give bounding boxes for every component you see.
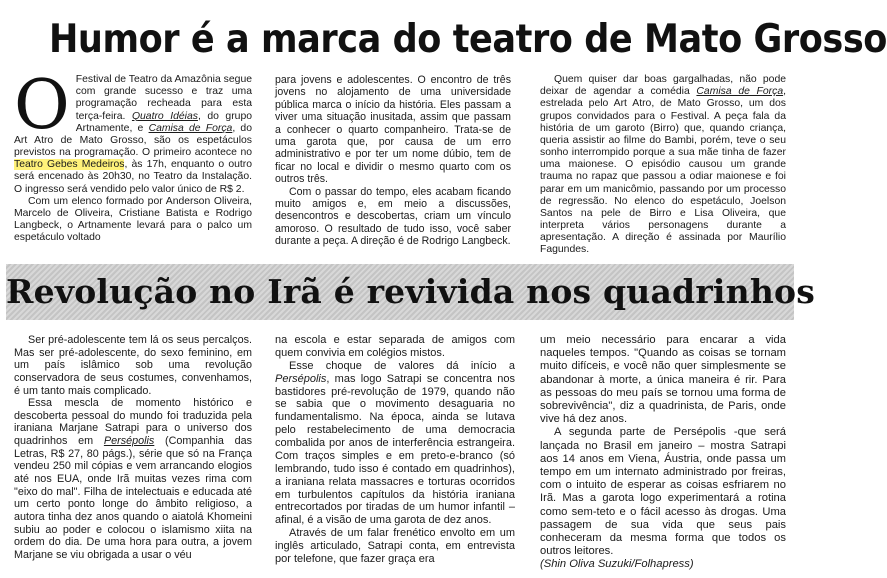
article1-column-1	[14, 66, 253, 244]
article1-column-2	[275, 74, 511, 248]
article1-paragraph-2: Com um elenco formado por Anderson Oliveira, Marcelo de Oliveira, Cristiane Batista e Rodrigo Langbeck, o Artnamente levará para o palco um espetáculo voltado	[14, 195, 252, 244]
book-title-persepolis: Persépolis	[103, 435, 155, 448]
book-title-persepolis-2: Persépolis	[275, 372, 327, 385]
article2-paragraph-2: Essa mescla de momento histórico e descoberta pessoal do mundo foi traduzida pela iraniana Marjane Satrapi para o universo dos quadrinhos em Persépolis (Companhia das Letras, R$ 27, 80 págs.), série que só na França vendeu 250 mil cópias e vem arrancando elogios até nos EUA, onde Irã muitas vezes rima com "eixo do mal". Filha de intelectuais e educada até um certo ponto longe do âmbito religioso, a autora tinha dez anos quando o aiatolá Khomeini subiu ao poder e colocou o islamismo xiita na ordem do dia. De uma hora para outra, a jovem Marjane se viu obrigada a usar o véu	[14, 397, 252, 561]
article2-paragraph-1: Ser pré-adolescente tem lá os seus percalços. Mas ser pré-adolescente, do sexo feminino, em um país islâmico sob uma revolução conservadora de seus costumes, convenhamos, é um tanto mais complicado.	[14, 334, 252, 397]
play-title-camisa-de-forca-2: Camisa de Força	[696, 86, 784, 98]
drop-cap: O	[14, 66, 70, 145]
play-title-camisa-de-forca: Camisa de Força	[148, 122, 233, 134]
article2-paragraph-5: Através de um falar frenético envolto em um inglês articulado, Satrapi conta, em entrevista por telefone, que fazer graça era	[275, 527, 515, 565]
article1-paragraph-1: O Festival de Teatro da Amazônia segue com grande sucesso e traz uma programação recheada para esta terça-feira. Quatro Idéias, do grupo Artnamente, e Camisa de Força, do Art Atro de Mato Grosso, são os espetáculos previstos na programação. O primeiro acontece no Teatro Gebes Medeiros, às 17h, enquanto o outro será encenado às 20h30, no Teatro da Instalação. O ingresso será vendido pelo valor único de R$ 2.	[14, 66, 253, 195]
article2-paragraph-6: um meio necessário para encarar a vida naqueles tempos. "Quando as coisas se tornam muito difíceis, e você não quer simplesmente se abandonar à morte, a única maneira é rir. Para as pessoas do meu país se tornou uma forma de sobrevivência", diz a quadrinista, de Paris, onde vive há dez anos.	[540, 334, 786, 426]
headline-iran-comics: Revolução no Irã é revivida nos quadrinhos	[6, 272, 816, 311]
article2-credit: (Shin Oliva Suzuki/Folhapress)	[540, 558, 694, 571]
play-title-quatro-ideias: Quatro Idéias	[131, 110, 198, 122]
article1-column-3	[540, 74, 786, 257]
article1-paragraph-4: Com o passar do tempo, eles acabam ficando muito amigos e, em meio a discussões, desencontros e descobertas, criam um vínculo amoroso. O resultado de tudo isso, você saber durante a peça. A direção é de Rodrigo Langbeck.	[275, 185, 511, 248]
article1-paragraph-3: para jovens e adolescentes. O encontro de três jovens no alojamento de uma universidade pública marca o início da história. Eles passam a viver uma situação inusitada, assim que passam a conhecer o quarto companheiro. Trata-se de uma garota que, por causa de um erro administrativo e por ter um nome dúbio, tem de ficar no local e dividir o mesmo quarto com os outros três.	[275, 74, 511, 186]
article2-column-1	[14, 334, 252, 562]
article2-paragraph-3: na escola e estar separada de amigos com quem convivia em colégios mistos.	[275, 334, 515, 359]
article1-paragraph-5: Quem quiser dar boas gargalhadas, não pode deixar de agendar a comédia Camisa de Força, estrelada pelo Art Atro, de Mato Grosso, um dos grupos convidados para o Festival. A peça fala da história de um garoto (Birro) que, quando criança, queria assistir ao filme do Bambi, porém, teve o seu sonho interrompido porque a sua mãe tinha de fazer uma maionese. O episódio causou um grande trauma no rapaz que passou a odiar maionese e foi parar em um manicômio, passando por um processo de regressão. No elenco do espetáculo, Joelson Santos na pele de Birro e Lisa Oliveira, que interpreta vários personagens durante a apresentação. A direção é assinada por Maurílio Fagundes.	[540, 74, 786, 256]
article2-column-2	[275, 334, 515, 566]
article2-paragraph-4: Esse choque de valores dá início a Persépolis, mas logo Satrapi se concentra nos bastidores pré-revolução de 1979, quando não se sabia que o movimento desaguaria no fundamentalismo. Na época, ainda se lutava pelo restabelecimento de uma democracia combalida por anos de interferência estrangeira. Com traços simples e em preto-e-branco (só lembrando, tudo isso é contado em quadrinhos), a iraniana relata massacres e torturas ocorridos em turbulentos capítulos da história iraniana entrecortados por tiradas de um humor infantil – afinal, é a visão de uma garota de dez anos.	[275, 359, 515, 527]
highlighted-venue: Teatro Gebes Medeiros	[14, 159, 125, 171]
headline-theater: Humor é a marca do teatro de Mato Grosso	[49, 17, 887, 62]
article2-paragraph-7: A segunda parte de Persépolis -que será lançada no Brasil em janeiro – mostra Satrapi aos 14 anos em Viena, Áustria, onde passa um tempo em um internato administrado por freiras, com o intuito de esperar as coisas esfriarem no Irã. Mas a garota logo experimentará a rotina como sem-teto e o fácil acesso às drogas. Uma passagem de sua vida que seus pais conheceram da mesma forma que todos os outros leitores.	[540, 426, 786, 558]
article2-column-3	[540, 334, 786, 572]
